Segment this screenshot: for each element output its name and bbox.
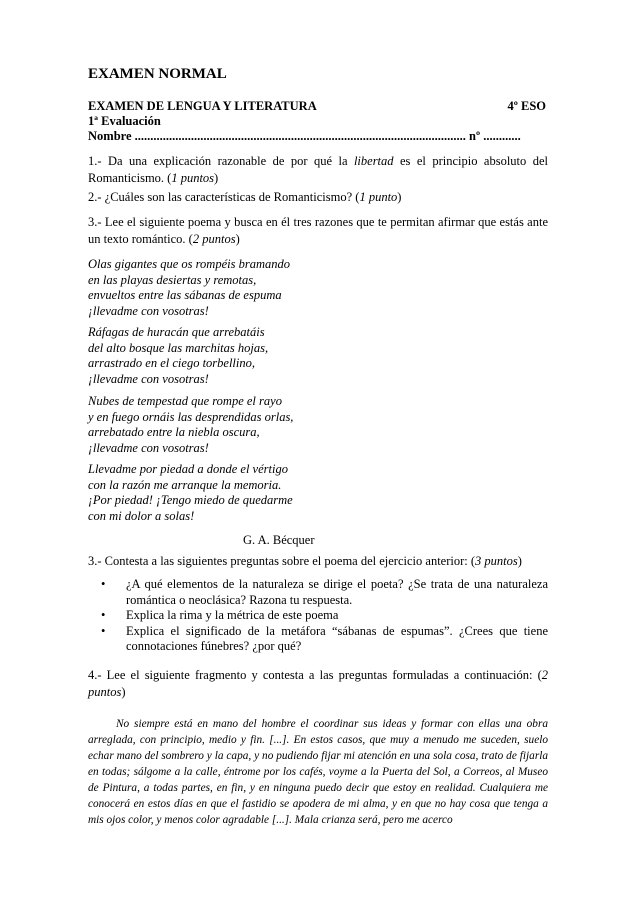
question-4-close: ) [121, 685, 126, 699]
poem-line: Ráfagas de huracán que arrebatáis [88, 325, 265, 339]
question-1-points: 1 puntos [171, 171, 215, 185]
question-3b [88, 553, 548, 570]
poem-author: G. A. Bécquer [243, 533, 315, 547]
question-1-close: ) [214, 171, 219, 185]
poem-stanza-4 [88, 462, 293, 524]
question-4 [88, 667, 548, 701]
question-3b-points: 3 puntos [475, 554, 518, 568]
question-2-text: 2.- ¿Cuáles son las características de Romanticismo? ( [88, 190, 360, 204]
poem-line: con la razón me arranque la memoria. [88, 477, 282, 492]
exam-subject-line [88, 99, 548, 114]
name-line [88, 129, 548, 144]
bullet-icon: • [101, 623, 106, 638]
question-3b-list [88, 577, 548, 655]
number-label: nº [469, 129, 481, 143]
poem-line: con mi dolor a solas! [88, 508, 195, 523]
question-1-emphasis: libertad [353, 154, 394, 168]
prose-fragment [88, 716, 548, 828]
page-title: EXAMEN NORMAL [88, 66, 227, 82]
list-item [88, 624, 548, 655]
question-3a-close: ) [235, 232, 240, 246]
question-3a-text: 3.- Lee el siguiente poema y busca en él tres razones que te permitan afirmar que estás ante un texto romántico. ( [88, 215, 548, 246]
question-3a [88, 214, 548, 248]
poem-line: ¡llevadme con vosotras! [88, 440, 209, 455]
question-1-rest: es el principio absoluto del Romanticismo. ( [88, 154, 548, 185]
question-2-points: 1 punto [359, 190, 398, 204]
exam-subject: EXAMEN DE LENGUA Y LITERATURA [88, 99, 317, 113]
poem-line: envueltos entre las sábanas de espuma [88, 288, 282, 302]
list-item-text: ¿A qué elementos de la naturaleza se dirige el poeta? ¿Se trata de una naturaleza romántica o neoclásica? Razona tu respuesta. [126, 577, 548, 607]
poem-stanza-2 [88, 325, 268, 387]
poem-line: ¡Por piedad! ¡Tengo miedo de quedarme [88, 493, 293, 507]
list-item-text: Explica el significado de la metáfora “sábanas de espumas”. ¿Crees que tiene connotaciones fúnebres? ¿por qué? [126, 623, 548, 653]
list-item-text: Explica la rima y la métrica de este poema [126, 608, 339, 622]
poem-line: Olas gigantes que os rompéis bramando [88, 257, 290, 271]
list-item [88, 577, 548, 608]
question-4-points: 2 puntos [88, 668, 548, 699]
course-label: 4º ESO [507, 99, 546, 113]
question-3a-points: 2 puntos [192, 232, 236, 246]
poem-line: Llevadme por piedad a donde el vértigo [88, 462, 288, 476]
poem-line: en las playas desiertas y remotas, [88, 272, 257, 287]
poem-line: y en fuego ornáis las desprendidas orlas, [88, 409, 294, 424]
bullet-icon: • [101, 577, 106, 591]
question-2-close: ) [397, 190, 402, 204]
poem-line: arrebatado entre la niebla oscura, [88, 425, 260, 439]
question-1-text: 1.- Da una explicación razonable de por qué la [88, 154, 354, 168]
evaluation-label: 1ª Evaluación [88, 114, 161, 128]
poem-stanza-3 [88, 394, 293, 456]
number-dots: ............ [483, 129, 521, 143]
poem-line: Nubes de tempestad que rompe el rayo [88, 394, 282, 408]
prose-text: No siempre está en mano del hombre el coordinar sus ideas y formar con ellas una obra arreglada, con principio, medio y fin. [...]. En estos casos, que muy a menudo me suceden, suelo echar mano del sombrero y la capa, y no pudiendo fijar mi atención en una sola cosa, trato de fijarla en todas; sálgome a la calle, éntrome por los cafés, voyme a la Puerta del Sol, a Correos, al Museo de Pintura, a todas partes, en fin, y en ninguna puedo decir que estoy en realidad. Cualquiera me conocerá en estos días en que el fastidio se apodera de mi alma, y en que no hay cosa que tenga a mis ojos color, y menos color agradable [...]. Mala crianza será, pero me acerco [88, 718, 548, 826]
name-dots: .......................................................................................................... [134, 129, 466, 143]
poem-line: ¡llevadme con vosotras! [88, 303, 209, 318]
list-item [88, 608, 548, 624]
question-3b-text: 3.- Contesta a las siguientes preguntas sobre el poema del ejercicio anterior: ( [88, 554, 476, 568]
poem-line: del alto bosque las marchitas hojas, [88, 340, 269, 355]
question-1 [88, 153, 548, 187]
poem-line: ¡llevadme con vosotras! [88, 371, 209, 386]
name-label: Nombre [88, 129, 132, 143]
question-3b-close: ) [517, 554, 522, 568]
question-4-text: 4.- Lee el siguiente fragmento y contesta a las preguntas formuladas a continuación: ( [88, 668, 542, 682]
bullet-icon: • [101, 608, 106, 622]
poem-line: arrastrado en el ciego torbellino, [88, 356, 255, 370]
question-2 [88, 189, 548, 206]
poem-stanza-1 [88, 257, 290, 319]
